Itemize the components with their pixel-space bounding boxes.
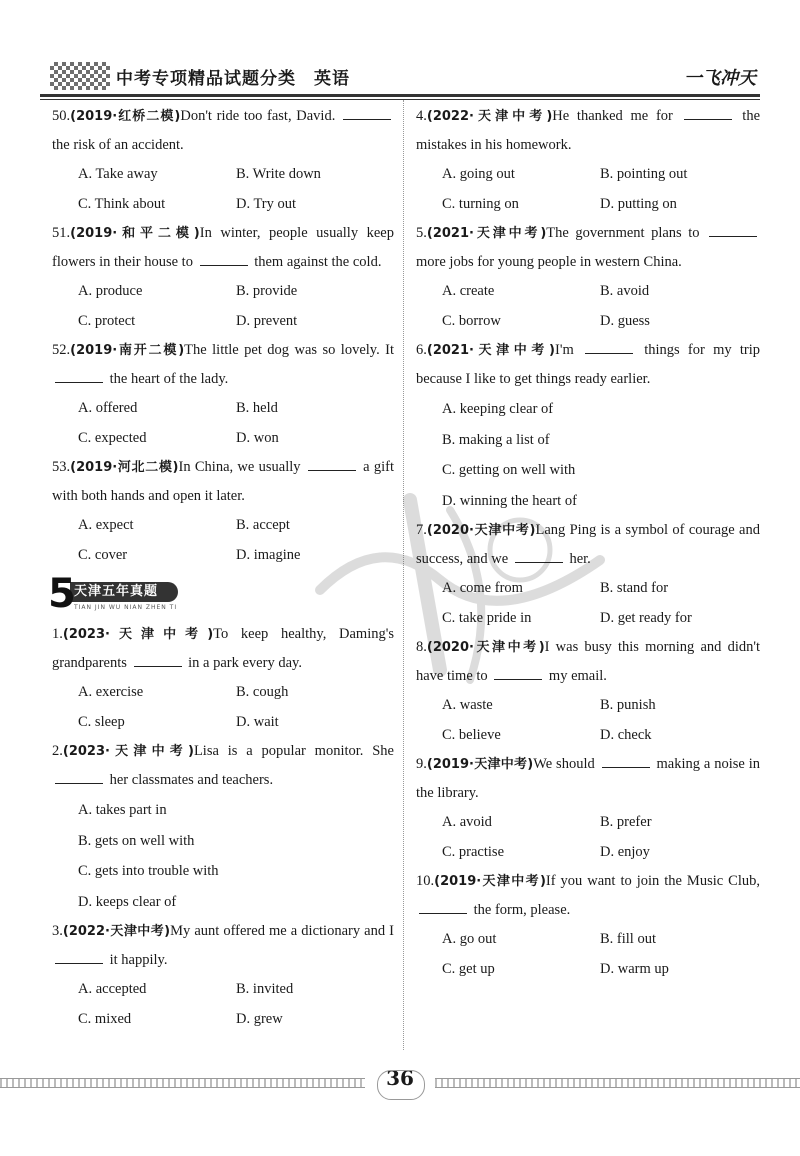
option-a[interactable]: A. offered	[78, 400, 138, 416]
page-number: 36	[365, 1066, 435, 1090]
option-d[interactable]: D. won	[236, 429, 279, 446]
answer-blank[interactable]	[308, 458, 356, 471]
footer-border-left	[0, 1078, 365, 1088]
option-a[interactable]: A. Take away	[78, 166, 158, 182]
option-c[interactable]: C. get up	[442, 960, 495, 977]
question-t10	[416, 867, 760, 984]
question-source: (2021·天津中考)	[426, 226, 547, 241]
option-c[interactable]: C. take pride in	[442, 609, 532, 626]
question-stem: 9.(2019·天津中考)We should making a noise in the library.	[416, 756, 760, 801]
question-stem: 6.(2021·天津中考)I'm things for my trip because I like to get things ready earlier.	[416, 342, 760, 387]
option-d[interactable]: D. warm up	[600, 960, 669, 977]
option-b[interactable]: B. avoid	[600, 283, 650, 299]
question-source: (2020·天津中考)	[426, 523, 536, 538]
option-d[interactable]: D. Try out	[236, 195, 297, 212]
options	[52, 678, 394, 737]
option-a[interactable]: A. waste	[442, 697, 493, 713]
option-b[interactable]: B. accept	[236, 517, 290, 533]
option-d[interactable]: D. wait	[236, 713, 279, 730]
right-column	[416, 102, 760, 984]
question-source: (2023·天津中考)	[62, 744, 194, 759]
option-a[interactable]: A. expect	[78, 517, 134, 533]
header-rule-thin	[40, 99, 760, 100]
answer-blank[interactable]	[684, 107, 732, 120]
option-c[interactable]: C. protect	[78, 312, 136, 329]
question-t5	[416, 219, 760, 336]
option-a[interactable]: A. keeping clear of	[442, 401, 554, 417]
question-stem: 7.(2020·天津中考)Lang Ping is a symbol of courage and success, and we her.	[416, 522, 760, 567]
option-b[interactable]: B. pointing out	[600, 166, 688, 182]
options	[416, 808, 760, 867]
question-t8	[416, 633, 760, 750]
question-t1	[52, 620, 394, 737]
question-source: (2021·天津中考)	[426, 343, 555, 358]
options	[52, 975, 394, 1034]
option-b[interactable]: B. invited	[236, 981, 294, 997]
answer-blank[interactable]	[602, 755, 650, 768]
option-b[interactable]: B. making a list of	[442, 431, 550, 448]
options	[52, 277, 394, 336]
options	[52, 511, 394, 570]
question-t6	[416, 336, 760, 516]
question-source: (2019·南开二模)	[70, 343, 185, 358]
question-t9	[416, 750, 760, 867]
option-a[interactable]: A. takes part in	[78, 802, 167, 818]
options	[416, 277, 760, 336]
question-53	[52, 453, 394, 570]
option-d[interactable]: D. keeps clear of	[78, 893, 177, 910]
option-d[interactable]: D. putting on	[600, 195, 677, 212]
options	[52, 394, 394, 453]
footer-border-right	[435, 1078, 800, 1088]
option-b[interactable]: B. fill out	[600, 931, 656, 947]
answer-blank[interactable]	[419, 901, 467, 914]
question-stem: 10.(2019·天津中考)If you want to join the Music Club, the form, please.	[416, 873, 760, 918]
option-b[interactable]: B. provide	[236, 283, 298, 299]
answer-blank[interactable]	[200, 253, 248, 266]
question-51	[52, 219, 394, 336]
options	[416, 394, 760, 516]
answer-blank[interactable]	[343, 107, 391, 120]
question-stem: 1.(2023·天津中考)To keep healthy, Daming's grandparents in a park every day.	[52, 626, 394, 671]
option-a[interactable]: A. go out	[442, 931, 497, 947]
option-d[interactable]: D. imagine	[236, 546, 301, 563]
option-a[interactable]: A. going out	[442, 166, 515, 182]
question-source: (2019·红桥二模)	[70, 109, 181, 124]
option-d[interactable]: D. enjoy	[600, 843, 650, 860]
question-source: (2019·河北二模)	[70, 460, 179, 475]
option-c[interactable]: C. expected	[78, 429, 147, 446]
answer-blank[interactable]	[709, 224, 757, 237]
question-stem: 52.(2019·南开二模)The little pet dog was so lovely. It the heart of the lady.	[52, 342, 395, 387]
answer-blank[interactable]	[55, 370, 103, 383]
options	[52, 160, 394, 219]
question-stem: 2.(2023·天津中考)Lisa is a popular monitor. She her classmates and teachers.	[52, 743, 394, 788]
option-a[interactable]: A. produce	[78, 283, 143, 299]
option-c[interactable]: C. sleep	[78, 713, 125, 730]
option-b[interactable]: B. stand for	[600, 580, 669, 596]
option-d[interactable]: D. winning the heart of	[442, 492, 577, 509]
option-c[interactable]: C. gets into trouble with	[78, 863, 219, 879]
answer-blank[interactable]	[515, 550, 563, 563]
option-d[interactable]: D. prevent	[236, 312, 298, 329]
left-column	[48, 102, 395, 1034]
badge-number: 5	[48, 571, 76, 617]
option-c[interactable]: C. practise	[442, 843, 505, 860]
checker-logo-icon	[50, 62, 110, 90]
question-t4	[416, 102, 760, 219]
question-source: (2020·天津中考)	[426, 640, 545, 655]
question-source: (2019·天津中考)	[434, 874, 546, 889]
options	[416, 160, 760, 219]
option-c[interactable]: C. Think about	[78, 195, 166, 212]
question-stem: 3.(2022·天津中考)My aunt offered me a dictionary and I it happily.	[52, 923, 394, 968]
options	[416, 691, 760, 750]
option-a[interactable]: A. exercise	[78, 684, 144, 700]
question-stem: 5.(2021·天津中考)The government plans to more jobs for young people in western China.	[416, 219, 760, 277]
option-b[interactable]: B. punish	[600, 697, 656, 713]
question-t2	[52, 737, 394, 917]
option-c[interactable]: C. turning on	[442, 195, 519, 212]
badge-subtitle: TIAN JIN WU NIAN ZHEN TI	[74, 604, 178, 611]
option-c[interactable]: C. believe	[442, 726, 501, 743]
option-c[interactable]: C. mixed	[78, 1010, 132, 1027]
option-a[interactable]: A. come from	[442, 580, 523, 596]
option-a[interactable]: A. create	[442, 283, 495, 299]
answer-blank[interactable]	[585, 341, 633, 354]
page-footer	[0, 1062, 800, 1102]
question-source: (2019·和平二模)	[70, 226, 200, 241]
question-stem: 50.(2019·红桥二模)Don't ride too fast, David. the risk of an accident.	[52, 102, 394, 160]
option-d[interactable]: D. grew	[236, 1010, 283, 1027]
question-stem: 51.(2019·和平二模)In winter, people usually keep flowers in their house to them against the cold.	[52, 225, 394, 270]
question-source: (2022·天津中考)	[62, 924, 171, 939]
options	[52, 795, 394, 917]
option-d[interactable]: D. guess	[600, 312, 650, 329]
badge-title: 天津五年真题	[74, 584, 159, 599]
question-52	[52, 336, 394, 453]
answer-blank[interactable]	[134, 654, 182, 667]
option-b[interactable]: B. prefer	[600, 814, 652, 830]
header-rule	[40, 94, 760, 97]
section-badge	[48, 571, 394, 617]
question-50	[52, 102, 394, 219]
book-title: 中考专项精品试题分类 英语	[116, 69, 350, 89]
brand-logo: 一飞冲天	[684, 68, 756, 89]
option-d[interactable]: D. check	[600, 726, 652, 743]
option-a[interactable]: A. avoid	[442, 814, 492, 830]
option-c[interactable]: C. cover	[78, 546, 128, 563]
column-divider	[403, 100, 404, 1050]
options	[416, 925, 760, 984]
answer-blank[interactable]	[494, 667, 542, 680]
question-source: (2019·天津中考)	[426, 757, 534, 772]
question-stem: 53.(2019·河北二模)In China, we usually a gift with both hands and open it later.	[52, 459, 394, 504]
options	[416, 574, 760, 633]
option-b[interactable]: B. cough	[236, 684, 289, 700]
question-source: (2022·天津中考)	[426, 109, 553, 124]
answer-blank[interactable]	[55, 951, 103, 964]
question-stem: 4.(2022·天津中考)He thanked me for the mistakes in his homework.	[416, 108, 761, 153]
question-t3	[52, 917, 394, 1034]
page-header	[40, 56, 760, 96]
question-source: (2023·天津中考)	[62, 627, 214, 642]
question-t7	[416, 516, 760, 633]
option-c[interactable]: C. borrow	[442, 312, 501, 329]
answer-blank[interactable]	[55, 771, 103, 784]
option-d[interactable]: D. get ready for	[600, 609, 692, 626]
question-stem: 8.(2020·天津中考)I was busy this morning and didn't have time to my email.	[416, 639, 760, 684]
option-b[interactable]: B. Write down	[236, 166, 321, 182]
option-b[interactable]: B. held	[236, 400, 278, 416]
option-c[interactable]: C. getting on well with	[442, 462, 576, 478]
option-a[interactable]: A. accepted	[78, 981, 147, 997]
option-b[interactable]: B. gets on well with	[78, 832, 195, 849]
